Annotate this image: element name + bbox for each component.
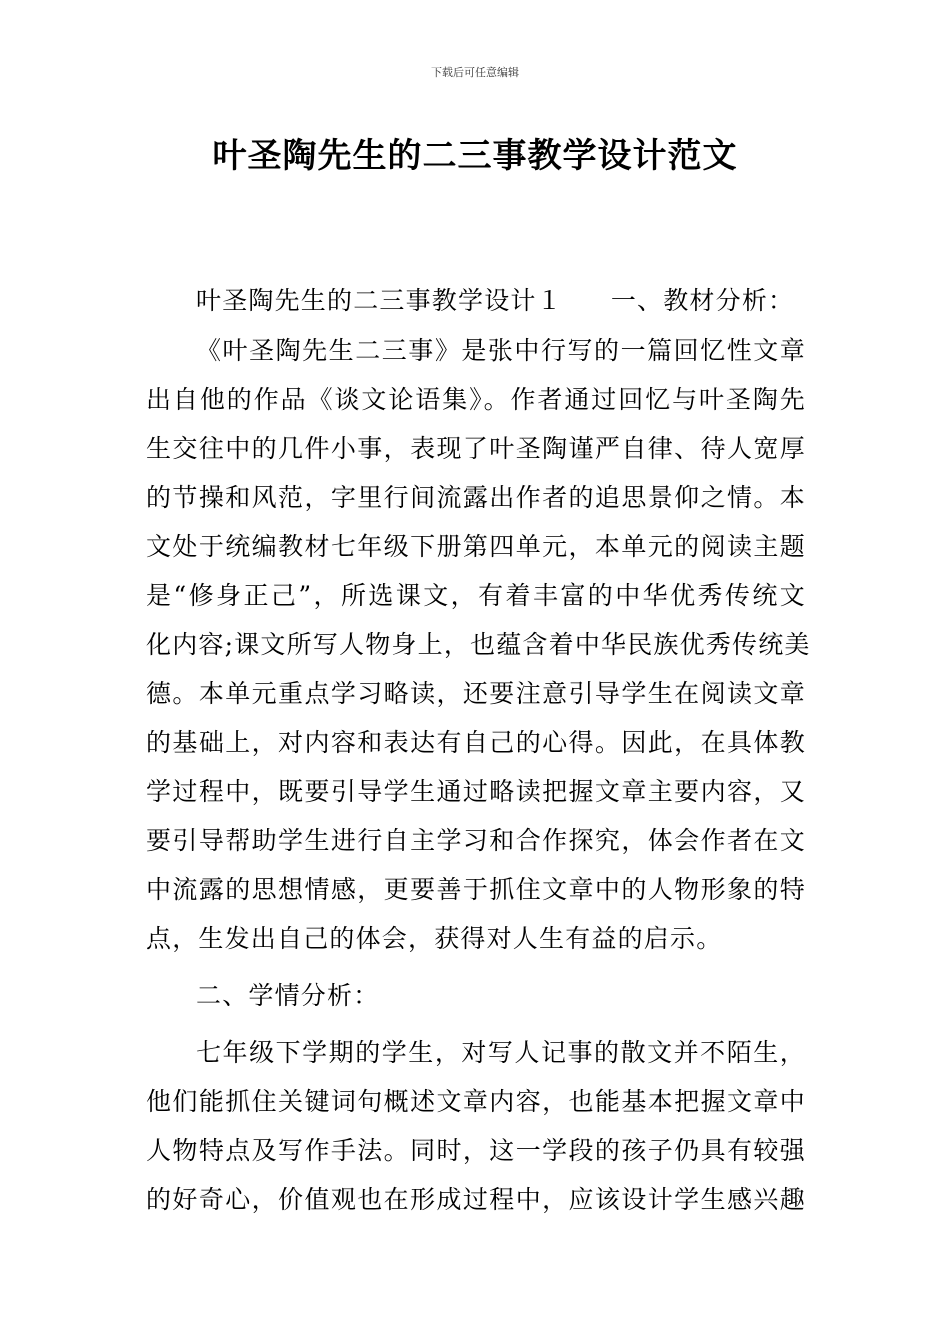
body-line: 要引导帮助学生进行自主学习和合作探究，体会作者在文 bbox=[146, 826, 806, 855]
document-title: 叶圣陶先生的二三事教学设计范文 bbox=[212, 136, 738, 176]
body-line: 德。本单元重点学习略读，还要注意引导学生在阅读文章 bbox=[146, 679, 806, 708]
body-line: 生交往中的几件小事，表现了叶圣陶谨严自律、待人宽厚 bbox=[146, 434, 806, 463]
body-line: 点，生发出自己的体会，获得对人生有益的启示。 bbox=[146, 924, 723, 953]
body-line: 化内容;课文所写人物身上，也蕴含着中华民族优秀传统美 bbox=[146, 630, 811, 659]
body-line: 的基础上，对内容和表达有自己的心得。因此，在具体教 bbox=[146, 728, 806, 757]
body-line: 七年级下学期的学生，对写人记事的散文并不陌生， bbox=[196, 1038, 806, 1067]
section-heading-right: 一、教材分析： bbox=[610, 286, 795, 315]
body-line: 中流露的思想情感，更要善于抓住文章中的人物形象的特 bbox=[146, 875, 806, 904]
body-line: 学过程中，既要引导学生通过略读把握文章主要内容，又 bbox=[146, 777, 806, 806]
body-line: 人物特点及写作手法。同时，这一学段的孩子仍具有较强 bbox=[146, 1136, 806, 1165]
body-line: 《叶圣陶先生二三事》是张中行写的一篇回忆性文章 bbox=[196, 336, 806, 365]
body-line: 是“修身正己”，所选课文，有着丰富的中华优秀传统文 bbox=[146, 581, 806, 610]
header-note: 下载后可任意编辑 bbox=[431, 66, 519, 79]
section-heading-left: 叶圣陶先生的二三事教学设计１ bbox=[196, 286, 563, 315]
section-heading: 二、学情分析： bbox=[196, 981, 380, 1010]
body-line: 文处于统编教材七年级下册第四单元，本单元的阅读主题 bbox=[146, 532, 806, 561]
body-line: 的节操和风范，字里行间流露出作者的追思景仰之情。本 bbox=[146, 483, 806, 512]
body-line: 的好奇心，价值观也在形成过程中，应该设计学生感兴趣 bbox=[146, 1185, 806, 1214]
body-first-line bbox=[196, 276, 806, 325]
body-line: 出自他的作品《谈文论语集》。作者通过回忆与叶圣陶先 bbox=[146, 385, 806, 414]
body-line: 他们能抓住关键词句概述文章内容，也能基本把握文章中 bbox=[146, 1087, 806, 1116]
